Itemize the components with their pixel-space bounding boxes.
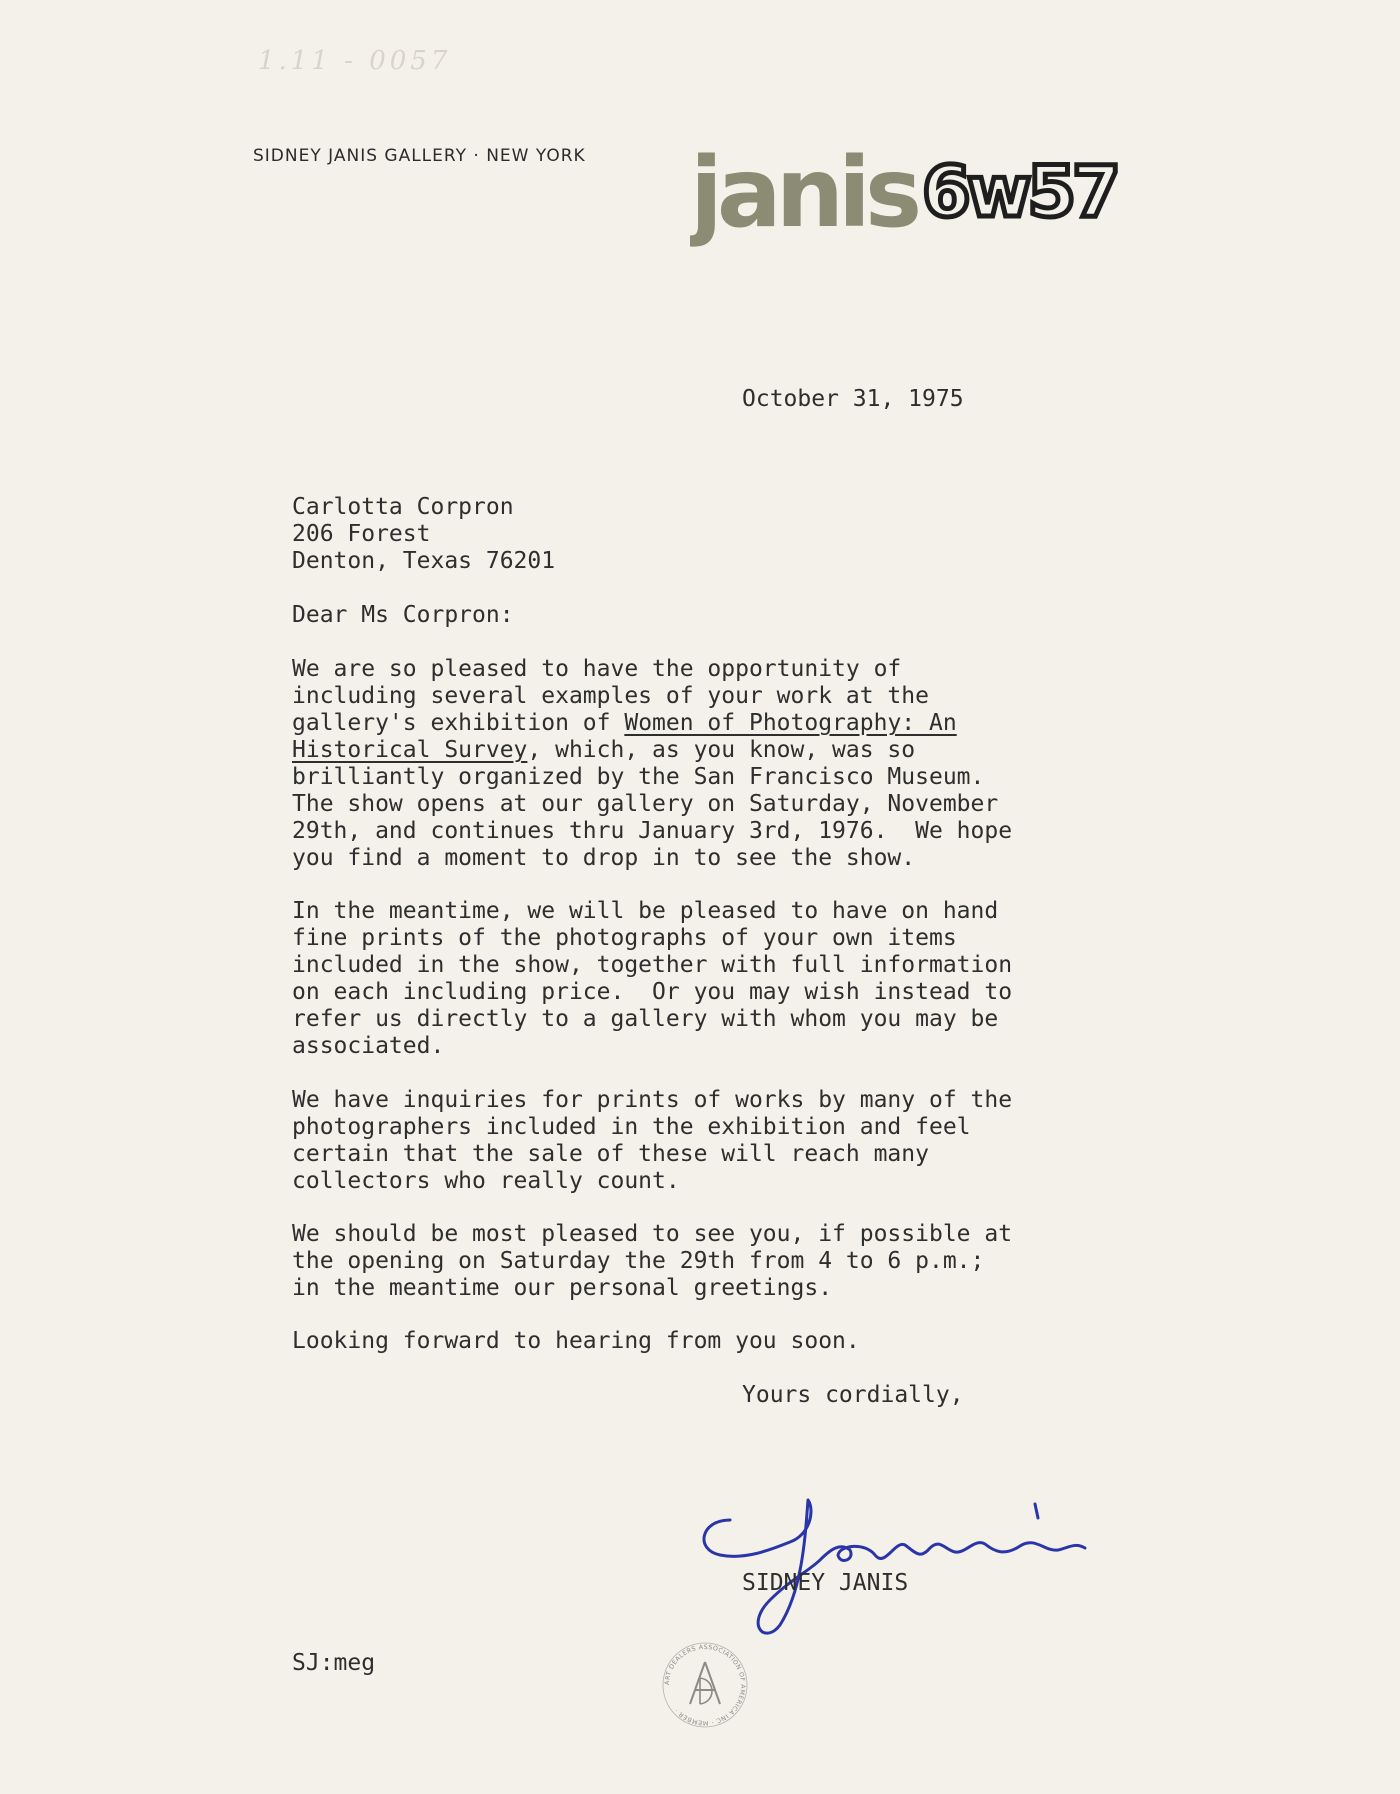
letter-date: October 31, 1975	[742, 386, 964, 412]
paragraph-2	[292, 898, 1012, 1060]
logo-word: janis	[690, 140, 917, 249]
p1-line: including several examples of your work at the	[292, 683, 929, 709]
paragraph-1	[292, 656, 1012, 872]
recipient-name: Carlotta Corpron	[292, 494, 514, 520]
p4-line: in the meantime our personal greetings.	[292, 1275, 833, 1301]
p1-line: The show opens at our gallery on Saturday, November	[292, 791, 999, 817]
logo-address: 6w57	[922, 151, 1117, 233]
gallery-logo	[690, 140, 1170, 260]
handwritten-signature	[690, 1480, 1130, 1640]
p2-line: refer us directly to a gallery with whom you may be	[292, 1006, 999, 1032]
paragraph-5: Looking forward to hearing from you soon.	[292, 1328, 860, 1354]
paragraph-4	[292, 1221, 1012, 1302]
salutation: Dear Ms Corpron:	[292, 602, 514, 628]
seal-ring-text: ART DEALERS ASSOCIATION OF AMERICA INC · MEMBER ·	[663, 1643, 747, 1727]
exhibition-title: Historical Survey	[292, 737, 528, 763]
p1-line: gallery's exhibition of	[292, 710, 625, 736]
p3-line: We have inquiries for prints of works by many of the	[292, 1087, 1013, 1113]
p3-line: collectors who really count.	[292, 1168, 680, 1194]
recipient-city: Denton, Texas 76201	[292, 548, 556, 574]
svg-text:ART DEALERS ASSOCIATION OF AME	[664, 1644, 746, 1726]
pencil-note: 1.11 - 0057	[258, 46, 452, 76]
p2-line: associated.	[292, 1033, 445, 1059]
letterhead-gallery-line: SIDNEY JANIS GALLERY · NEW YORK	[253, 146, 586, 166]
p2-line: on each including price. Or you may wish instead to	[292, 979, 1013, 1005]
recipient-address	[292, 494, 555, 575]
p4-line: We should be most pleased to see you, if possible at	[292, 1221, 1013, 1247]
exhibition-title: Women of Photography: An	[624, 710, 957, 736]
p1-line: , which, as you know, was so	[527, 737, 916, 763]
p2-line: fine prints of the photographs of your own items	[292, 925, 957, 951]
p1-line: 29th, and continues thru January 3rd, 1976. We hope	[292, 818, 1013, 844]
signer-name: SIDNEY JANIS	[742, 1570, 909, 1596]
paragraph-3	[292, 1087, 1012, 1195]
p3-line: certain that the sale of these will reach many	[292, 1141, 929, 1167]
p1-line: brilliantly organized by the San Francisco Museum.	[292, 764, 985, 790]
p1-line: We are so pleased to have the opportunity of	[292, 656, 902, 682]
p1-line: you find a moment to drop in to see the show.	[292, 845, 916, 871]
art-dealers-association-seal	[660, 1640, 750, 1730]
p2-line: In the meantime, we will be pleased to have on hand	[292, 898, 999, 924]
recipient-street: 206 Forest	[292, 521, 431, 547]
typist-initials: SJ:meg	[292, 1650, 376, 1676]
p3-line: photographers included in the exhibition and feel	[292, 1114, 971, 1140]
p4-line: the opening on Saturday the 29th from 4 to 6 p.m.;	[292, 1248, 985, 1274]
p2-line: included in the show, together with full information	[292, 952, 1013, 978]
closing: Yours cordially,	[742, 1382, 964, 1408]
